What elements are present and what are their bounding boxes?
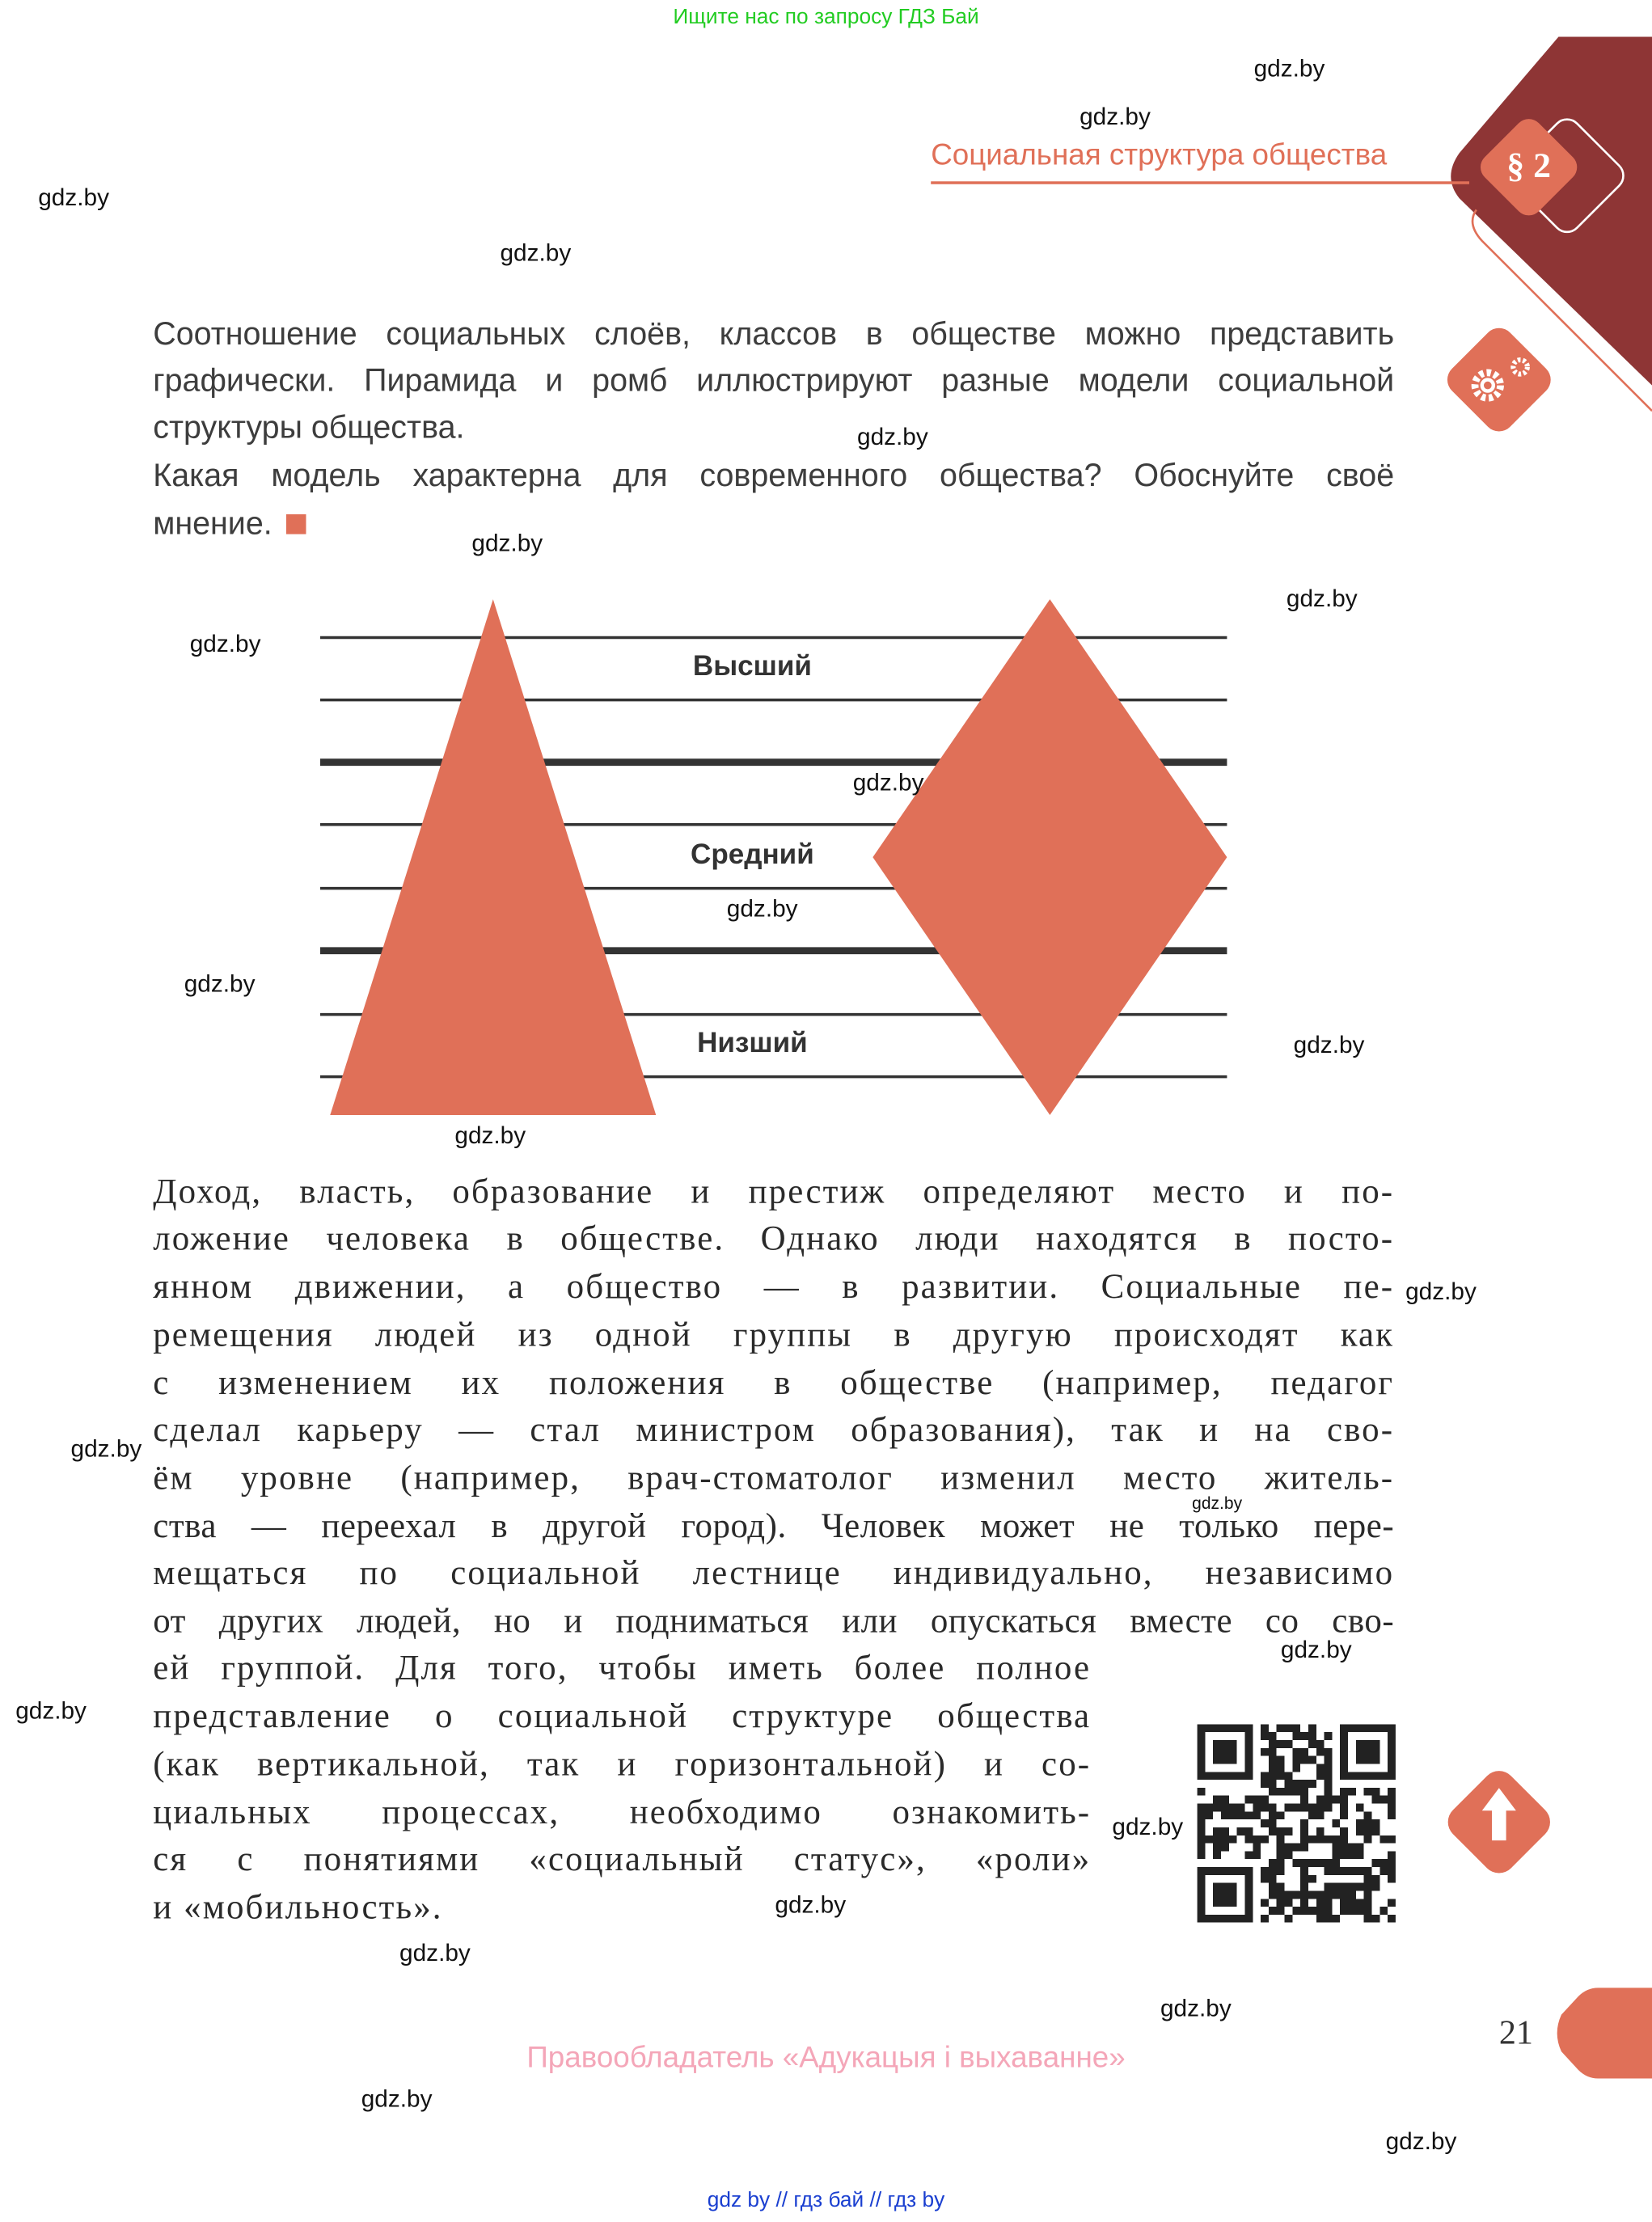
question-end: мнение. — [153, 505, 273, 542]
body-line: ём уровне (например, врач-стоматолог изменил место житель- — [153, 1459, 1395, 1498]
intro-line: структуры общества. — [153, 409, 465, 446]
watermark: gdz.by — [1293, 1031, 1365, 1058]
watermark: gdz.by — [471, 530, 543, 557]
layer-label-lower: Низший — [697, 1028, 808, 1059]
question-line — [153, 503, 306, 546]
body-line: от других людей, но и подниматься или опускаться вместе со сво- — [153, 1602, 1395, 1641]
watermark: gdz.by — [454, 1122, 526, 1150]
layer-label-upper: Высший — [692, 651, 812, 682]
watermark: gdz.by — [70, 1434, 142, 1463]
body-line: и «мобильность». — [153, 1888, 443, 1927]
body-line: мещаться по социальной лестнице индивидуально, независимо — [153, 1554, 1395, 1593]
watermark: gdz.by — [1112, 1813, 1184, 1841]
corner-band — [1451, 37, 1652, 386]
watermark: gdz.by — [726, 895, 798, 923]
watermark: gdz.by — [1385, 2127, 1457, 2156]
body-line: ложение человека в обществе. Однако люди находятся в посто- — [153, 1219, 1395, 1258]
body-line: циальных процессах, необходимо ознакомить- — [153, 1793, 1092, 1832]
watermark: gdz.by — [38, 184, 110, 212]
body-line: ей группой. Для того, чтобы иметь более полное — [153, 1649, 1092, 1688]
body-line: (как вертикальной, так и горизонтальной) и со- — [153, 1745, 1092, 1785]
body-line: янном движении, а общество — в развитии. Социальные пе- — [153, 1268, 1395, 1307]
watermark: gdz.by — [399, 1939, 471, 1967]
watermark: gdz.by — [1253, 55, 1325, 82]
watermark: gdz.by — [500, 239, 572, 267]
body-line: ремещения людей из одной группы в другую происходят как — [153, 1316, 1395, 1355]
watermark: gdz.by — [189, 630, 261, 658]
body-line: ся с понятиями «социальный статус», «роли» — [153, 1840, 1092, 1879]
page-tab — [1556, 1987, 1652, 2080]
search-notice: Ищите нас по запросу ГДЗ Бай — [673, 5, 979, 29]
watermark: gdz.by — [1160, 1995, 1232, 2022]
page-number: 21 — [1498, 2015, 1533, 2053]
body-line: представление о социальной структуре общества — [153, 1697, 1092, 1736]
watermark: gdz.by — [184, 970, 256, 998]
watermark: gdz.by — [361, 2085, 433, 2113]
intro-line: графически. Пирамида и ромб иллюстрируют разные модели социальной — [153, 362, 1395, 399]
watermark: gdz.by — [1080, 103, 1151, 131]
rhombus-shape — [872, 599, 1227, 1115]
body-line: с изменением их положения в обществе (например, педагог — [153, 1364, 1395, 1403]
body-line: сделал карьеру — стал министром образования), так и на сво- — [153, 1411, 1395, 1450]
watermark: gdz.by — [1286, 585, 1358, 612]
copyright-footer: Правообладатель «Адукацыя і выхаванне» — [526, 2041, 1126, 2075]
watermark: gdz.by — [1405, 1278, 1477, 1305]
body-line: Доход, власть, образование и престиж определяют место и по- — [153, 1172, 1395, 1212]
qr-code[interactable] — [1198, 1724, 1396, 1922]
intro-line: Соотношение социальных слоёв, классов в обществе можно представить — [153, 315, 1395, 352]
watermark: gdz.by — [856, 423, 928, 451]
watermark: gdz.by — [1280, 1636, 1352, 1664]
body-line: ства — переехал в другой город). Человек может не только пере- — [153, 1507, 1395, 1546]
pyramid-shape — [330, 599, 656, 1115]
watermark: gdz.by — [775, 1891, 847, 1919]
bottom-links[interactable]: gdz by // гдз бай // гдз by — [707, 2188, 945, 2213]
chapter-title: Социальная структура общества — [931, 138, 1388, 172]
square-marker-icon — [287, 514, 307, 534]
title-underline — [931, 181, 1469, 184]
watermark: gdz.by — [852, 769, 924, 796]
extra-material-badge[interactable] — [1431, 1754, 1567, 1890]
layer-label-middle: Средний — [691, 839, 814, 871]
watermark: gdz.by — [15, 1697, 87, 1725]
section-number: § 2 — [1506, 147, 1552, 186]
watermark: gdz.by — [1192, 1493, 1243, 1514]
question-line: Какая модель характерна для современного общества? Обоснуйте своё — [153, 457, 1395, 493]
